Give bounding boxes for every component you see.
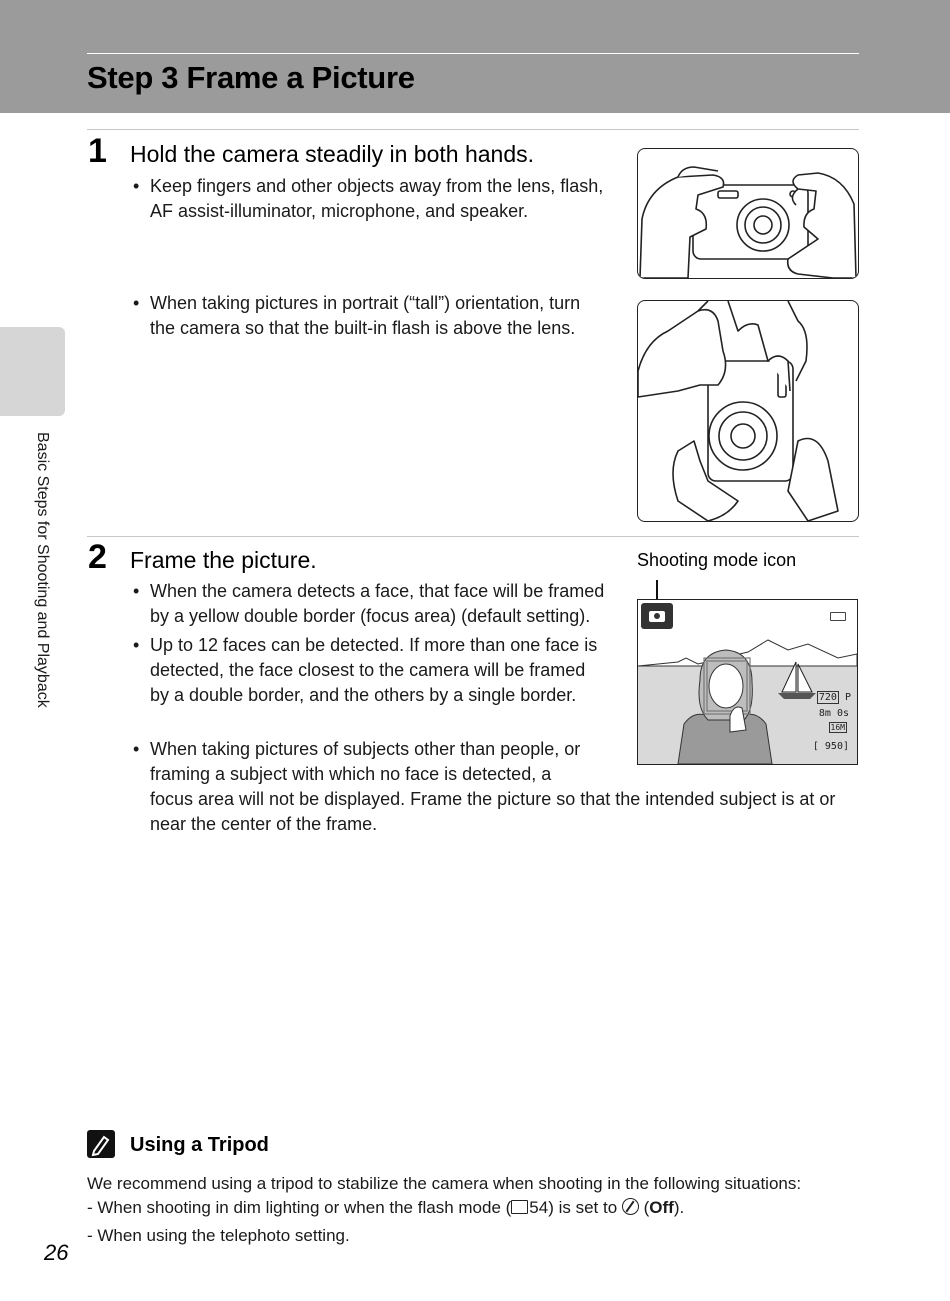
list-item: • Up to 12 faces can be detected. If more than one face is detected, the face closest to the camera will be framed by a double border, and the others by a single border. xyxy=(130,633,608,708)
bullet-3-line: When taking pictures of subjects other than people, or xyxy=(150,739,581,759)
bullet-marker: • xyxy=(133,739,140,759)
flash-slash-glyph xyxy=(625,1201,634,1213)
step-1-number: 1 xyxy=(88,132,107,170)
section-divider xyxy=(87,536,859,537)
tripod-intro: We recommend using a tripod to stabilize the camera when shooting in the following situations: xyxy=(87,1174,802,1193)
page-title: Step 3 Frame a Picture xyxy=(87,60,415,95)
list-item: • When the camera detects a face, that face will be framed by a yellow double border (focus area) (default setting). xyxy=(130,579,608,629)
step-2-heading: Frame the picture. xyxy=(130,547,317,573)
landscape-hold-illustration xyxy=(637,148,859,279)
pencil-icon xyxy=(87,1130,115,1158)
tripod-title: Using a Tripod xyxy=(130,1134,269,1156)
page-number: 26 xyxy=(44,1240,69,1265)
step-1-bullets-a xyxy=(130,174,610,228)
camera-screen-illustration xyxy=(637,599,858,765)
portrait-hold-illustration xyxy=(637,300,859,522)
header-rule xyxy=(87,53,859,54)
list-item: • When taking pictures in portrait (“tall”) orientation, turn the camera so that the built-in flash is above the lens. xyxy=(130,291,610,341)
image-mode-badge: 16M xyxy=(830,723,845,732)
image-size-indicator: 720 P xyxy=(818,692,851,703)
step-2-number: 2 xyxy=(88,538,107,576)
step-1-heading: Hold the camera steadily in both hands. xyxy=(130,141,535,167)
tripod-item-2: - When using the telephoto setting. xyxy=(87,1226,350,1245)
remaining-time-indicator: 8m 0s xyxy=(818,708,849,719)
note-icon xyxy=(87,1130,115,1158)
flash-off-icon xyxy=(622,1198,639,1215)
battery-icon xyxy=(830,612,846,621)
step-2-bullets xyxy=(130,579,608,712)
side-tab-label: Basic Steps for Shooting and Playback xyxy=(34,432,51,708)
list-item: • Keep fingers and other objects away from the lens, flash, AF assist-illuminator, microphone, and speaker. xyxy=(130,174,610,224)
exposures-remaining: [ 950] xyxy=(812,741,849,752)
bullet-3-line: focus area will not be displayed. Frame the picture so that the intended subject is at or xyxy=(150,789,836,809)
tripod-item-1: - When shooting in dim lighting or when the flash mode ( 54) is set to (Off). xyxy=(87,1198,685,1217)
shooting-mode-icon xyxy=(641,603,673,629)
step-1-bullets-b xyxy=(130,291,610,345)
hands-camera-portrait-icon xyxy=(638,301,858,521)
bullet-3-line: framing a subject with which no face is detected, a xyxy=(150,764,552,784)
side-tab xyxy=(0,327,65,416)
header-band xyxy=(0,0,950,113)
figure-caption: Shooting mode icon xyxy=(637,550,797,570)
book-reference-icon xyxy=(511,1200,528,1214)
hands-camera-icon xyxy=(638,149,858,278)
camera-lens-glyph xyxy=(654,613,660,619)
bullet-3-line: near the center of the frame. xyxy=(150,814,378,834)
section-divider xyxy=(87,129,859,130)
